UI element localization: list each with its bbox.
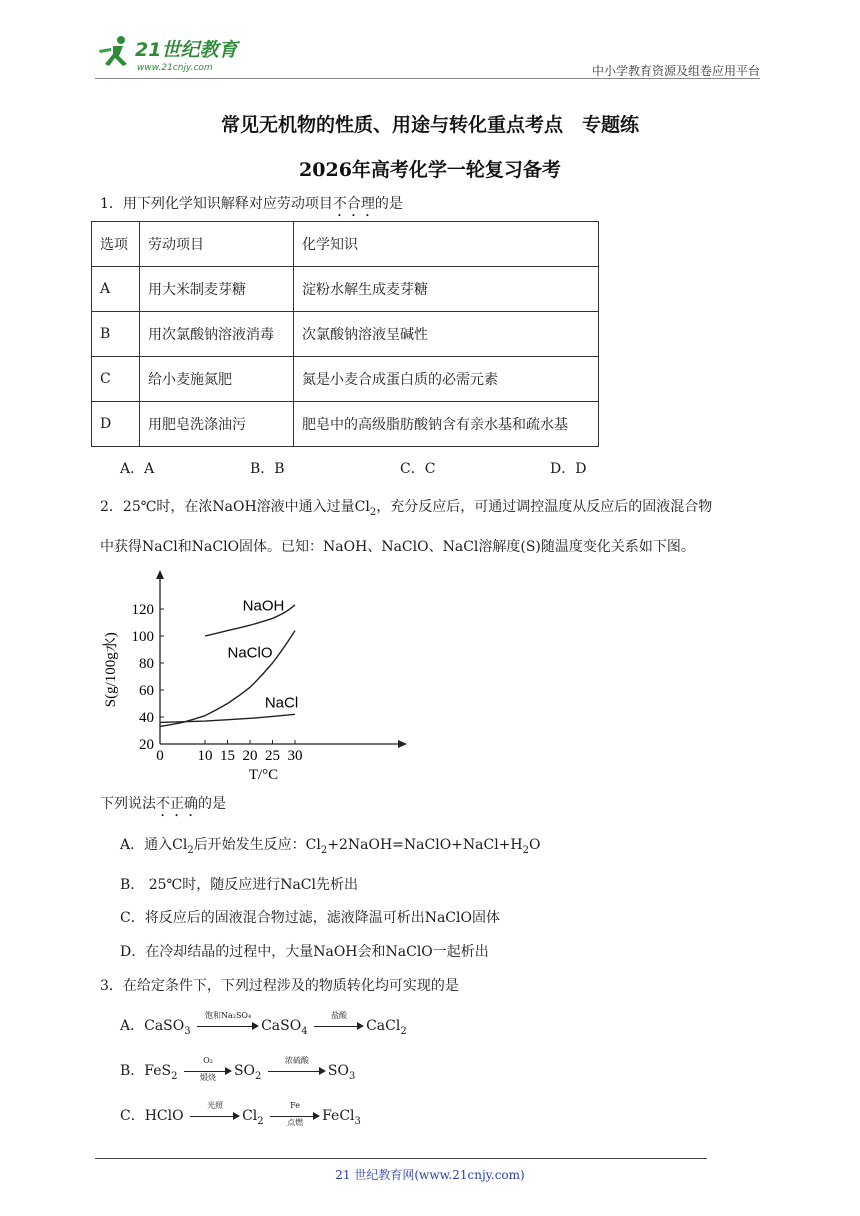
table-cell: B (92, 312, 140, 357)
footer-divider (95, 1158, 707, 1159)
q3-option-a[interactable]: A．CaSO$_3$ 饱和Na₂SO₄ CaSO$_4$ 盐酸 CaCl$_2$ (120, 1011, 407, 1037)
y-axis-arrow-icon (156, 570, 164, 579)
q3-stem: 3．在给定条件下，下列过程涉及的物质转化均可实现的是 (100, 978, 459, 994)
q2-emphasis: 不正确 (156, 796, 198, 812)
x-tick-label: 10 (197, 748, 213, 764)
reaction-arrow-icon: 盐酸 (314, 1016, 364, 1036)
y-tick-label: 60 (139, 683, 154, 699)
q2-option-c[interactable]: C．将反应后的固液混合物过滤，滤液降温可析出NaClO固体 (120, 910, 500, 926)
table-cell: 用大米制麦芽糖 (140, 267, 294, 312)
x-axis-label: T/°C (248, 767, 279, 783)
footer-text: 21 世纪教育网(www.21cnjy.com) (335, 1168, 525, 1182)
x-tick-label: 20 (242, 748, 258, 764)
y-tick-label: 80 (139, 656, 154, 672)
reaction-arrow-icon: O₂ 煅烧 (184, 1061, 232, 1081)
y-tick-label: 40 (139, 710, 154, 726)
platform-label: 中小学教育资源及组卷应用平台 (591, 64, 760, 78)
table-row (92, 312, 599, 357)
table-cell: 次氯酸钠溶液呈碱性 (294, 312, 599, 357)
page-header (95, 30, 760, 80)
reaction-arrow-icon: 饱和Na₂SO₄ (197, 1016, 259, 1036)
q2-option-d[interactable]: D．在冷却结晶的过程中，大量NaOH会和NaClO一起析出 (120, 944, 489, 960)
reaction-arrow-icon: 光照 (190, 1106, 240, 1126)
table-row (92, 402, 599, 447)
q3-option-b[interactable]: B．FeS$_2$ O₂ 煅烧 $SO_2$ 浓硫酸 $SO_3$ (120, 1056, 356, 1082)
table-header-cell: 化学知识 (294, 222, 599, 267)
chart-ticks (132, 602, 303, 764)
doc-title: 常见无机物的性质、用途与转化重点考点 专题练 (220, 114, 639, 136)
header-divider (95, 78, 760, 79)
table-header-row (92, 222, 599, 267)
series-line-nacl (160, 714, 295, 722)
q1-answer-b[interactable]: B．B (250, 461, 285, 477)
q2-stem-line1: 2．25℃时，在浓NaOH溶液中通入过量$Cl_2$，充分反应后，可通过调控温度从反应后的固液混合物 (100, 499, 713, 518)
table-row (92, 357, 599, 402)
solubility-chart (95, 565, 425, 790)
q1-answer-c[interactable]: C．C (400, 461, 436, 477)
runner-icon (99, 36, 127, 66)
q1-answer-a[interactable]: A．A (120, 461, 155, 477)
table-row (92, 267, 599, 312)
table-cell: A (92, 267, 140, 312)
table-cell: 肥皂中的高级脂肪酸钠含有亲水基和疏水基 (294, 402, 599, 447)
series-label-nacl: NaCl (264, 694, 299, 712)
table-cell: C (92, 357, 140, 402)
site-logo (95, 34, 265, 74)
reaction-arrow-icon: 浓硫酸 (268, 1061, 326, 1081)
q1-stem: 1．用下列化学知识解释对应劳动项目不合理的是 (100, 196, 403, 212)
reaction-arrow-icon: Fe 点燃 (270, 1106, 320, 1126)
logo-url: www.21cnjy.com (137, 63, 213, 73)
table-cell: 用肥皂洗涤油污 (140, 402, 294, 447)
table-cell: 淀粉水解生成麦芽糖 (294, 267, 599, 312)
x-tick-label: 30 (287, 748, 303, 764)
table-header-cell: 选项 (92, 222, 140, 267)
x-axis-arrow-icon (398, 740, 407, 748)
table-cell: 氮是小麦合成蛋白质的必需元素 (294, 357, 599, 402)
y-tick-label: 120 (131, 602, 154, 618)
q1-answer-d[interactable]: D．D (550, 461, 587, 477)
x-tick-label: 0 (156, 748, 164, 764)
q1-table (91, 221, 599, 447)
q2-option-a[interactable]: A．通入$Cl_2$后开始发生反应：$Cl_2+2NaOH=NaClO+NaCl+H_2O$ (120, 837, 541, 856)
table-cell: 用次氯酸钠溶液消毒 (140, 312, 294, 357)
table-header-cell: 劳动项目 (140, 222, 294, 267)
table-cell: 给小麦施氮肥 (140, 357, 294, 402)
q1-emphasis: 不合理 (332, 196, 375, 212)
series-label-naclo: NaClO (227, 644, 273, 662)
q2-prompt: 下列说法不正确的是 (100, 796, 226, 812)
x-tick-label: 25 (265, 748, 280, 764)
x-tick-label: 15 (220, 748, 235, 764)
table-cell: D (92, 402, 140, 447)
q2-option-b[interactable]: B． 25℃时，随反应进行NaCl先析出 (120, 877, 358, 893)
y-axis-label: S(g/100g水) (103, 632, 119, 708)
doc-subtitle: 2026年高考化学一轮复习备考 (299, 159, 561, 181)
y-tick-label: 20 (139, 737, 154, 753)
q3-option-c[interactable]: C．HClO 光照 $Cl_2$ Fe 点燃 FeCl$_3$ (120, 1101, 361, 1127)
y-tick-label: 100 (131, 629, 154, 645)
logo-text: 21世纪教育 (135, 39, 238, 61)
series-label-naoh: NaOH (242, 597, 285, 615)
q2-stem-line2: 中获得NaCl和NaClO固体。已知：NaOH、NaClO、NaCl溶解度(S)随温度变化关系如下图。 (100, 539, 695, 555)
